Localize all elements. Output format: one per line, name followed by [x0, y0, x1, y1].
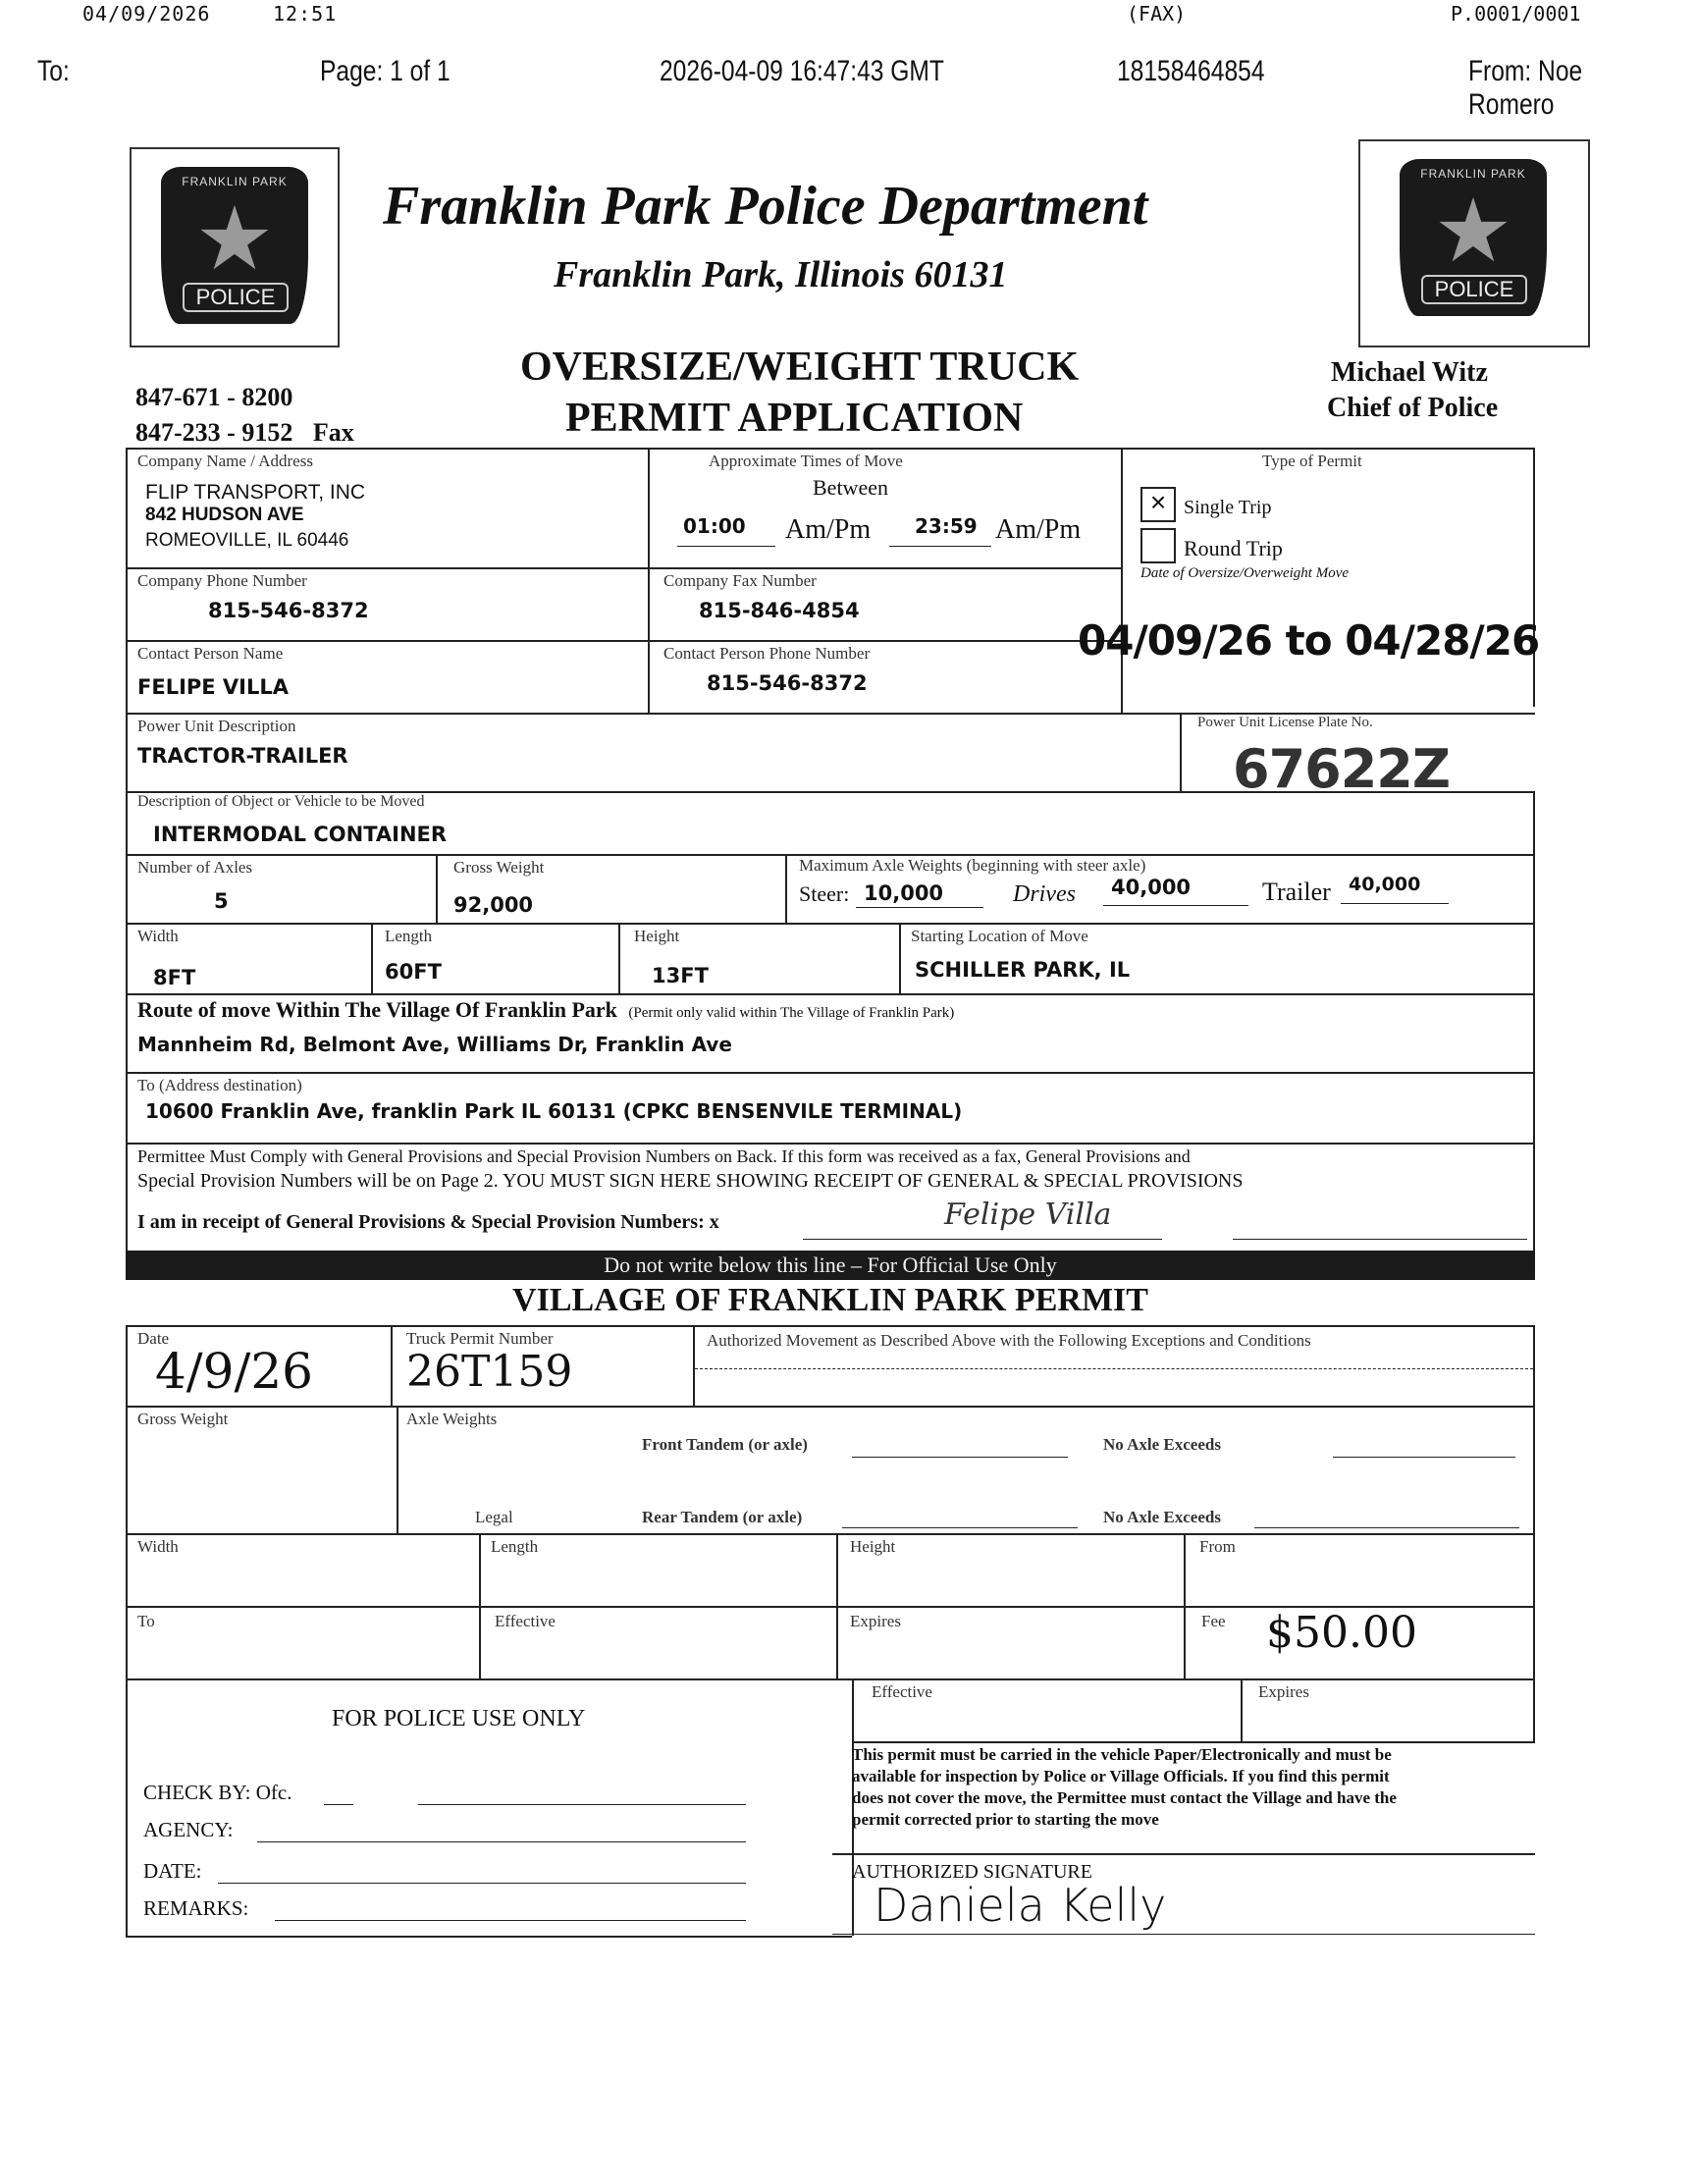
official-effective2-label: Effective: [872, 1682, 932, 1701]
contact-name: FELIPE VILLA: [137, 675, 290, 699]
auth-signature-label: AUTHORIZED SIGNATURE: [852, 1861, 1092, 1883]
width-value: 8FT: [153, 966, 196, 989]
legal-label: Legal: [475, 1508, 513, 1526]
official-divider-text: Do not write below this line – For Official Use Only: [604, 1252, 1057, 1277]
contact-label: Contact Person Name: [137, 644, 284, 663]
front-tandem-label: Front Tandem (or axle): [642, 1435, 808, 1454]
destination-label: To (Address destination): [137, 1076, 302, 1094]
axles-label: Number of Axles: [137, 858, 253, 877]
auth-signature: Daniela Kelly: [874, 1879, 1167, 1932]
official-date: 4/9/26: [155, 1343, 313, 1400]
height-label: Height: [634, 927, 680, 945]
permit-number: 26T159: [406, 1347, 573, 1397]
chief-title: Chief of Police: [1327, 393, 1499, 423]
company-fax: 815-846-4854: [699, 599, 860, 622]
police-badge-right: [1358, 139, 1590, 347]
official-divider-bar: [126, 1251, 1535, 1280]
contact-phone: 815-546-8372: [707, 671, 868, 695]
time-to: 23:59: [915, 514, 978, 538]
plate-label: Power Unit License Plate No.: [1197, 715, 1373, 730]
authorized-movement-label: Authorized Movement as Described Above with the Following Exceptions and Conditions: [707, 1331, 1311, 1350]
destination-address: 10600 Franklin Ave, franklin Park IL 60131 (CPKC BENSENVILE TERMINAL): [145, 1099, 963, 1123]
contact-phone-label: Contact Person Phone Number: [663, 644, 871, 663]
length-value: 60FT: [385, 960, 442, 984]
date2-label: DATE:: [143, 1859, 202, 1883]
steer-value: 10,000: [864, 881, 944, 905]
fax-from: From: Noe Romero: [1468, 55, 1583, 121]
department-city: Franklin Park, Illinois 60131: [554, 254, 1008, 295]
time-to-ampm: Am/Pm: [995, 514, 1082, 545]
move-dates: 04/09/26 to 04/28/26: [1078, 616, 1540, 665]
agency-label: AGENCY:: [143, 1818, 234, 1841]
official-effective-label: Effective: [495, 1612, 556, 1630]
fee-label: Fee: [1201, 1612, 1226, 1630]
width-label: Width: [137, 927, 179, 945]
company-phone: 815-546-8372: [208, 599, 369, 622]
fax-time: 12:51: [273, 2, 338, 26]
object-description: INTERMODAL CONTAINER: [153, 823, 448, 846]
receipt-signature: Felipe Villa: [944, 1198, 1112, 1232]
drives-label: Drives: [1013, 881, 1076, 907]
fax-page-count: Page: 1 of 1: [320, 55, 450, 87]
company-name: FLIP TRANSPORT, INC: [145, 481, 366, 504]
police-shield-icon: FRANKLIN PARK ★ POLICE: [161, 167, 308, 324]
official-from-label: From: [1199, 1537, 1236, 1556]
company-street: 842 HUDSON AVE: [145, 505, 304, 525]
time-from-ampm: Am/Pm: [785, 514, 872, 545]
form-title-line1: OVERSIZE/WEIGHT TRUCK: [520, 345, 1080, 390]
axle-weights-label: Axle Weights: [406, 1410, 498, 1428]
fee-value: $50.00: [1266, 1608, 1417, 1658]
times-label: Approximate Times of Move: [709, 452, 903, 470]
police-badge-left: [130, 147, 340, 347]
height-value: 13FT: [652, 964, 709, 987]
provisions-text-2: Special Provision Numbers will be on Page 2. YOU MUST SIGN HERE SHOWING RECEIPT OF GENERAL & SPECIAL PROVISIONS: [137, 1170, 1244, 1192]
rear-tandem-label: Rear Tandem (or axle): [642, 1508, 803, 1526]
fax-to-label: To:: [37, 55, 70, 87]
remarks-label: REMARKS:: [143, 1896, 249, 1920]
trailer-label: Trailer: [1262, 878, 1331, 906]
official-width-label: Width: [137, 1537, 179, 1556]
village-permit-title: VILLAGE OF FRANKLIN PARK PERMIT: [512, 1282, 1148, 1318]
trailer-value: 40,000: [1349, 874, 1421, 895]
official-expires2-label: Expires: [1258, 1682, 1309, 1701]
gross-weight: 92,000: [453, 893, 534, 917]
permit-number-label: Truck Permit Number: [406, 1329, 554, 1348]
start-label: Starting Location of Move: [911, 927, 1088, 945]
department-fax: 847-233 - 9152 Fax: [135, 418, 354, 450]
check-by-label: CHECK BY: Ofc.: [143, 1781, 292, 1804]
police-use-only: FOR POLICE USE ONLY: [332, 1706, 586, 1731]
official-date-label: Date: [137, 1329, 170, 1348]
fax-number: 18158464854: [1117, 55, 1265, 87]
chief-name: Michael Witz: [1331, 357, 1488, 388]
no-axle-exceeds-label-2: No Axle Exceeds: [1103, 1508, 1221, 1526]
receipt-label: I am in receipt of General Provisions & Special Provision Numbers: x: [137, 1211, 719, 1233]
official-expires-label: Expires: [850, 1612, 901, 1630]
provisions-text-1: Permittee Must Comply with General Provisions and Special Provision Numbers on Back. If this form was received as a fax, General Provisions and: [137, 1146, 1191, 1166]
form-title-line2: PERMIT APPLICATION: [565, 396, 1024, 441]
carry-note-2: available for inspection by Police or Village Officials. If you find this permit: [852, 1767, 1390, 1785]
single-trip-checkbox[interactable]: ×: [1140, 487, 1176, 522]
fax-label: (FAX): [1127, 2, 1187, 26]
carry-note-1: This permit must be carried in the vehicle Paper/Electronically and must be: [852, 1745, 1392, 1764]
object-label: Description of Object or Vehicle to be Moved: [137, 793, 425, 810]
official-to-label: To: [137, 1612, 155, 1630]
carry-note-4: permit corrected prior to starting the move: [852, 1810, 1159, 1829]
axles-value: 5: [214, 889, 229, 913]
permit-type-label: Type of Permit: [1262, 452, 1362, 470]
drives-value: 40,000: [1111, 876, 1192, 899]
company-city: ROMEOVILLE, IL 60446: [145, 530, 349, 551]
fax-page-code: P.0001/0001: [1451, 2, 1581, 26]
company-phone-label: Company Phone Number: [137, 571, 307, 590]
between-label: Between: [813, 475, 888, 500]
route-label: Route of move Within The Village Of Franklin Park (Permit only valid within The Village of Franklin Park): [137, 997, 955, 1022]
time-from: 01:00: [683, 514, 746, 538]
department-name: Franklin Park Police Department: [383, 176, 1148, 237]
no-axle-exceeds-label-1: No Axle Exceeds: [1103, 1435, 1221, 1454]
round-trip-checkbox[interactable]: [1140, 528, 1176, 563]
gross-weight-label: Gross Weight: [453, 858, 545, 877]
official-height-label: Height: [850, 1537, 896, 1556]
round-trip-label: Round Trip: [1184, 536, 1283, 560]
move-dates-label: Date of Oversize/Overweight Move: [1140, 565, 1350, 581]
company-fax-label: Company Fax Number: [663, 571, 817, 590]
length-label: Length: [385, 927, 433, 945]
start-location: SCHILLER PARK, IL: [915, 958, 1131, 982]
official-gross-label: Gross Weight: [137, 1410, 229, 1428]
plate-number: 67622Z: [1233, 738, 1451, 800]
power-unit-label: Power Unit Description: [137, 717, 296, 735]
carry-note-3: does not cover the move, the Permittee must contact the Village and have the: [852, 1788, 1397, 1807]
single-trip-label: Single Trip: [1184, 497, 1272, 518]
department-phone: 847-671 - 8200: [135, 383, 293, 411]
police-shield-icon: FRANKLIN PARK ★ POLICE: [1400, 159, 1547, 316]
fax-date: 04/09/2026: [82, 2, 211, 26]
company-label: Company Name / Address: [137, 452, 313, 470]
power-unit: TRACTOR-TRAILER: [137, 744, 348, 768]
max-axle-label: Maximum Axle Weights (beginning with steer axle): [799, 856, 1146, 875]
route-value: Mannheim Rd, Belmont Ave, Williams Dr, Franklin Ave: [137, 1033, 732, 1056]
fax-timestamp: 2026-04-09 16:47:43 GMT: [660, 55, 944, 87]
official-length-label: Length: [491, 1537, 539, 1556]
steer-label: Steer:: [799, 881, 850, 906]
